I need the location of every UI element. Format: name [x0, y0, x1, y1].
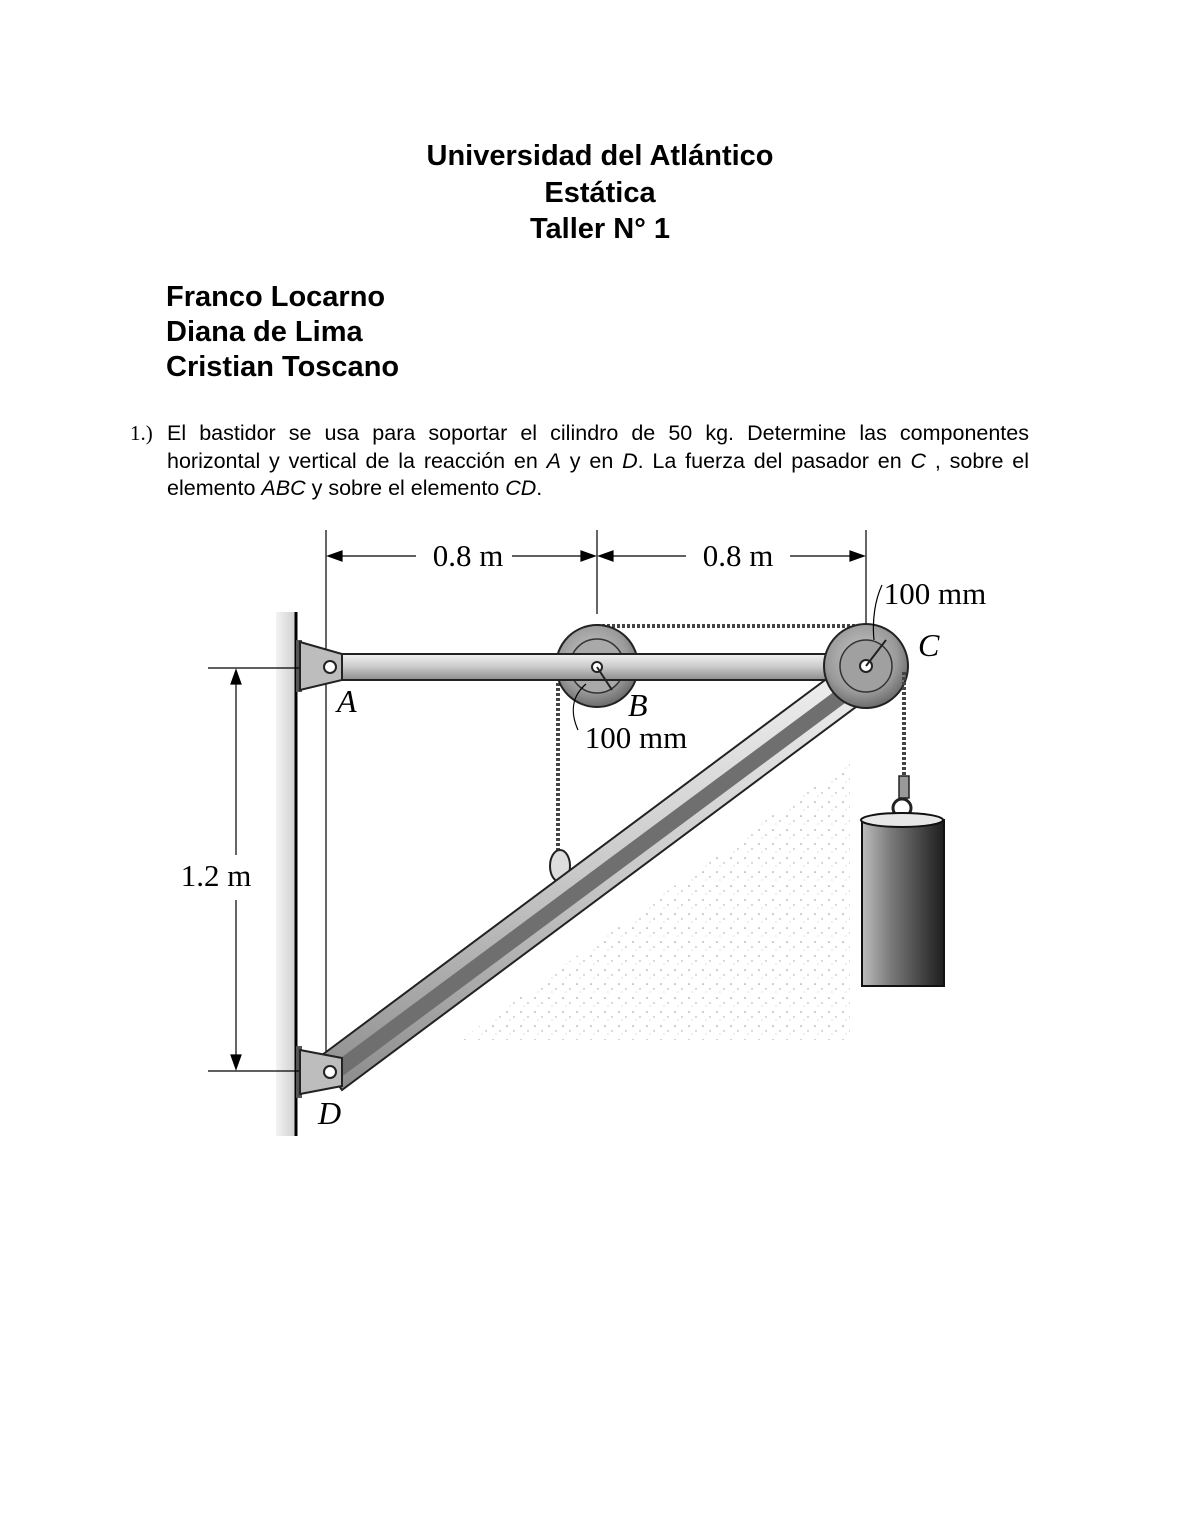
- university-title: Universidad del Atlántico: [426, 140, 774, 172]
- author-name: Cristian Toscano: [166, 351, 400, 383]
- problem-text-part: El bastidor se usa para soportar el cilindro de 50 kg. Determine las componentes horizontal y vertical de la reacción en: [167, 421, 1029, 473]
- problem-text-part: y sobre el elemento: [305, 476, 506, 500]
- rope-b: [550, 668, 570, 882]
- problem-text-part: .: [536, 476, 543, 500]
- point-ref-d: D: [622, 448, 638, 473]
- dimension-label-right: 0.8 m: [702, 538, 774, 573]
- problem-text-part: y en: [560, 448, 623, 473]
- pulley-c: [824, 624, 908, 708]
- point-ref-c: C: [910, 448, 927, 473]
- background-shading: [460, 760, 850, 1040]
- problem-text-part: . La fuerza del pasador en: [637, 448, 911, 473]
- radius-label-c: 100 mm: [883, 576, 987, 611]
- wall-support: [276, 612, 302, 1136]
- course-title: Estática: [544, 176, 656, 209]
- point-label-a: A: [337, 683, 357, 719]
- author-name: Franco Locarno: [166, 281, 386, 313]
- point-ref-a: A: [546, 448, 561, 473]
- author-name: Diana de Lima: [166, 316, 363, 348]
- point-label-c: C: [918, 627, 940, 663]
- point-label-b: B: [628, 687, 648, 723]
- pin-d: [300, 1050, 342, 1094]
- problem-text-part: , sobre el elemento: [167, 448, 1029, 500]
- member-ref-cd: CD: [505, 476, 537, 500]
- member-ref-abc: ABC: [261, 476, 306, 500]
- dimension-label-left: 0.8 m: [432, 538, 504, 573]
- problem-number: 1.): [130, 421, 153, 445]
- radius-label-b: 100 mm: [584, 720, 688, 755]
- cylinder-mass: [861, 813, 944, 986]
- dimension-label-height: 1.2 m: [180, 858, 252, 893]
- assignment-title: Taller N° 1: [529, 213, 670, 245]
- point-label-d: D: [318, 1095, 342, 1131]
